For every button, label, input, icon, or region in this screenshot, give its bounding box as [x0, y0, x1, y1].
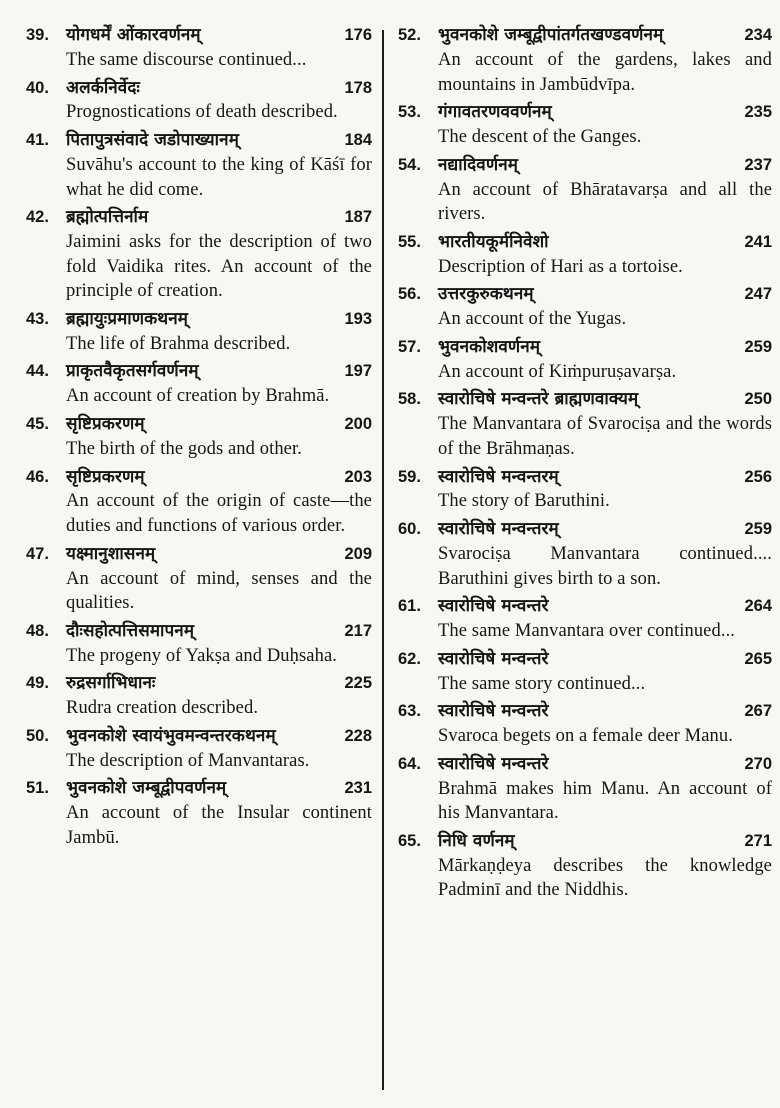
- entry-description: Jaimini asks for the description of two fold Vaidika rites. An account of the principle of creation.: [66, 232, 372, 302]
- entry-page-number: 259: [744, 520, 772, 539]
- entry-number: 43.: [26, 309, 49, 328]
- toc-entry: [398, 648, 772, 697]
- entry-number: 64.: [398, 754, 421, 773]
- entry-number: 52.: [398, 26, 421, 44]
- entry-number: 59.: [398, 467, 421, 486]
- toc-entry: [26, 129, 372, 202]
- entry-page-number: 259: [744, 337, 772, 356]
- entry-title-sanskrit: भुवनकोशे जम्बूद्वीपांतर्गतखण्डवर्णनम्: [438, 25, 664, 45]
- toc-entry-head: [398, 388, 772, 411]
- entry-page-number: 187: [344, 208, 372, 227]
- entry-page-number: 178: [344, 78, 372, 97]
- entry-title-sanskrit: प्राकृतवैकृतसर्गवर्णनम्: [66, 361, 199, 382]
- toc-entry-head: [26, 543, 372, 566]
- entry-title-sanskrit: अलर्कनिर्वेदः: [66, 77, 140, 98]
- toc-entry-head: [398, 154, 772, 177]
- entry-title-sanskrit: भारतीयकूर्मनिवेशो: [438, 231, 549, 252]
- toc-entry-head: [398, 595, 772, 618]
- toc-entry: [398, 154, 772, 227]
- toc-entry: [26, 725, 372, 774]
- entry-description: An account of Bhāratavarṣa and all the rivers.: [438, 179, 772, 225]
- toc-entry-head: [26, 725, 372, 748]
- entry-description: The birth of the gods and other.: [66, 438, 302, 459]
- entry-description: An account of creation by Brahmā.: [66, 386, 330, 407]
- entry-page-number: 231: [344, 779, 372, 798]
- entry-description: Svaroca begets on a female deer Manu.: [438, 726, 733, 747]
- toc-entry: [398, 753, 772, 826]
- entry-number: 56.: [398, 285, 421, 304]
- entry-page-number: 228: [344, 726, 372, 745]
- entry-title-sanskrit: स्वारोचिषे मन्वन्तरे ब्राह्मणवाक्यम्: [438, 389, 639, 410]
- toc-entry-head: [398, 648, 772, 671]
- toc-entry: [398, 283, 772, 332]
- entry-description: An account of the Yugas.: [438, 309, 627, 330]
- toc-entry-head: [398, 518, 772, 541]
- entry-title-sanskrit: सृष्टिप्रकरणम्: [66, 413, 145, 434]
- toc-left-column: [26, 24, 382, 1108]
- toc-entry: [26, 543, 372, 616]
- entry-page-number: 184: [344, 131, 372, 150]
- entry-page-number: 267: [744, 702, 772, 721]
- entry-title-sanskrit: यक्ष्मानुशासनम्: [66, 543, 156, 564]
- toc-entry: [398, 24, 772, 97]
- entry-number: 61.: [398, 597, 421, 616]
- entry-description: Description of Hari as a tortoise.: [438, 256, 683, 277]
- entry-description: The story of Baruthini.: [438, 491, 610, 512]
- entry-description: An account of the origin of caste—the duties and functions of various order.: [66, 491, 372, 537]
- entry-page-number: 217: [344, 621, 372, 640]
- toc-entry-head: [26, 620, 372, 643]
- toc-entry: [26, 466, 372, 539]
- entry-description: The same Manvantara over continued...: [438, 621, 736, 642]
- toc-entry-head: [398, 231, 772, 254]
- entry-title-sanskrit: स्वारोचिषे मन्वन्तरे: [438, 596, 549, 617]
- entry-title-sanskrit: योगधर्में ओंकारवर्णनम्: [66, 25, 201, 45]
- entry-number: 57.: [398, 337, 421, 356]
- entry-title-sanskrit: सृष्टिप्रकरणम्: [66, 466, 145, 487]
- entry-number: 63.: [398, 702, 421, 721]
- entry-number: 45.: [26, 414, 49, 433]
- entry-number: 51.: [26, 779, 49, 798]
- toc-entry: [398, 388, 772, 461]
- entry-page-number: 200: [344, 414, 372, 433]
- entry-title-sanskrit: स्वारोचिषे मन्वन्तरे: [438, 648, 549, 669]
- entry-description: An account of mind, senses and the qualities.: [66, 568, 372, 614]
- entry-page-number: 264: [744, 597, 772, 616]
- entry-description: Mārkaṇḍeya describes the knowledge Padminī and the Niddhis.: [438, 855, 772, 901]
- entry-title-sanskrit: उत्तरकुरुकथनम्: [438, 284, 534, 305]
- entry-title-sanskrit: स्वारोचिषे मन्वन्तरे: [438, 701, 549, 722]
- entry-page-number: 256: [744, 467, 772, 486]
- toc-entry-head: [398, 283, 772, 306]
- entry-page-number: 193: [344, 309, 372, 328]
- entry-page-number: 271: [744, 831, 772, 850]
- entry-number: 46.: [26, 467, 49, 486]
- entry-description: An account of the gardens, lakes and mountains in Jambūdvīpa.: [438, 49, 772, 95]
- entry-title-sanskrit: नद्यादिवर्णनम्: [438, 154, 519, 175]
- toc-entry: [26, 77, 372, 126]
- entry-number: 58.: [398, 390, 421, 409]
- entry-page-number: 203: [344, 467, 372, 486]
- entry-page-number: 234: [744, 26, 772, 44]
- entry-number: 60.: [398, 520, 421, 539]
- entry-description: An account of the Insular continent Jambū.: [66, 803, 372, 848]
- toc-entry: [26, 308, 372, 357]
- entry-description: The descent of the Ganges.: [438, 127, 642, 148]
- entry-title-sanskrit: निधि वर्णनम्: [438, 830, 515, 851]
- toc-entry-head: [398, 101, 772, 124]
- entry-description: Brahmā makes him Manu. An account of his Manvantara.: [438, 778, 772, 824]
- toc-entry: [398, 830, 772, 903]
- entry-title-sanskrit: पितापुत्रसंवादे जडोपाख्यानम्: [66, 130, 239, 151]
- entry-number: 49.: [26, 674, 49, 693]
- entry-page-number: 241: [744, 232, 772, 251]
- entry-description: The Manvantara of Svarociṣa and the words of the Brāhmaṇas.: [438, 414, 772, 459]
- toc-entry-head: [26, 24, 372, 47]
- entry-description: The life of Brahma described.: [66, 333, 291, 354]
- toc-entry: [398, 336, 772, 385]
- entry-description: Svarociṣa Manvantara continued.... Baruthini gives birth to a son.: [438, 543, 772, 589]
- entry-number: 50.: [26, 726, 49, 745]
- toc-entry: [26, 206, 372, 304]
- entry-title-sanskrit: स्वारोचिषे मन्वन्तरे: [438, 753, 549, 774]
- entry-number: 53.: [398, 103, 421, 122]
- toc-entry-head: [398, 830, 772, 853]
- toc-entry-head: [26, 129, 372, 152]
- entry-description: An account of Kiṁpuruṣavarṣa.: [438, 361, 677, 382]
- entry-number: 47.: [26, 544, 49, 563]
- entry-page-number: 265: [744, 649, 772, 668]
- toc-entry-head: [26, 77, 372, 100]
- entry-page-number: 225: [344, 674, 372, 693]
- toc-entry-head: [26, 466, 372, 489]
- toc-entry-head: [26, 206, 372, 229]
- entry-title-sanskrit: गंगावतरणववर्णनम्: [438, 102, 552, 123]
- entry-page-number: 197: [344, 362, 372, 381]
- entry-title-sanskrit: स्वारोचिषे मन्वन्तरम्: [438, 466, 559, 487]
- entry-number: 42.: [26, 208, 49, 227]
- entry-description: The same story continued...: [438, 673, 646, 694]
- entry-page-number: 176: [344, 26, 372, 44]
- toc-entry-head: [26, 672, 372, 695]
- entry-number: 44.: [26, 362, 49, 381]
- entry-page-number: 209: [344, 544, 372, 563]
- toc-right-column: [384, 24, 774, 1108]
- toc-entry: [398, 231, 772, 280]
- entry-page-number: 235: [744, 103, 772, 122]
- entry-number: 40.: [26, 78, 49, 97]
- toc-entry-head: [26, 413, 372, 436]
- entry-title-sanskrit: स्वारोचिषे मन्वन्तरम्: [438, 519, 559, 540]
- entry-description: Prognostications of death described.: [66, 102, 338, 123]
- entry-title-sanskrit: दौःसहोत्पत्तिसमापनम्: [66, 620, 195, 641]
- toc-entry-head: [398, 700, 772, 723]
- entry-description: The same discourse continued...: [66, 49, 307, 70]
- toc-entry-head: [398, 466, 772, 489]
- entry-number: 62.: [398, 649, 421, 668]
- entry-title-sanskrit: रुद्रसर्गाभिधानः: [66, 673, 156, 694]
- entry-page-number: 247: [744, 285, 772, 304]
- entry-title-sanskrit: भुवनकोशे जम्बूद्वीपवर्णनम्: [66, 778, 227, 799]
- entry-number: 54.: [398, 155, 421, 174]
- entry-title-sanskrit: भुवनकोशवर्णनम्: [438, 336, 541, 357]
- toc-entry: [26, 672, 372, 721]
- toc-entry: [398, 466, 772, 515]
- toc-entry: [398, 700, 772, 749]
- toc-entry-head: [26, 360, 372, 383]
- entry-description: Suvāhu's account to the king of Kāśī for what he did come.: [66, 155, 372, 200]
- toc-entry-head: [26, 777, 372, 800]
- entry-title-sanskrit: ब्रह्मोत्पत्तिर्नाम: [66, 207, 149, 228]
- entry-number: 55.: [398, 232, 421, 251]
- entry-description: The description of Manvantaras.: [66, 750, 310, 771]
- toc-entry: [26, 777, 372, 850]
- entry-description: The progeny of Yakṣa and Duḥsaha.: [66, 645, 337, 666]
- entry-number: 41.: [26, 131, 49, 150]
- entry-number: 39.: [26, 26, 49, 44]
- entry-number: 48.: [26, 621, 49, 640]
- toc-entry: [398, 101, 772, 150]
- toc-entry: [26, 620, 372, 669]
- toc-entry: [26, 24, 372, 73]
- toc-entry-head: [26, 308, 372, 331]
- entry-page-number: 237: [744, 155, 772, 174]
- toc-entry: [398, 595, 772, 644]
- toc-entry: [26, 413, 372, 462]
- toc-entry: [398, 518, 772, 591]
- toc-entry-head: [398, 24, 772, 47]
- entry-number: 65.: [398, 831, 421, 850]
- toc-entry-head: [398, 336, 772, 359]
- entry-description: Rudra creation described.: [66, 698, 259, 719]
- entry-title-sanskrit: भुवनकोशे स्वायंभुवमन्वन्तरकथनम्: [66, 725, 276, 746]
- entry-page-number: 250: [744, 390, 772, 409]
- entry-title-sanskrit: ब्रह्मायुःप्रमाणकथनम्: [66, 308, 189, 329]
- entry-page-number: 270: [744, 754, 772, 773]
- toc-entry: [26, 360, 372, 409]
- toc-entry-head: [398, 753, 772, 776]
